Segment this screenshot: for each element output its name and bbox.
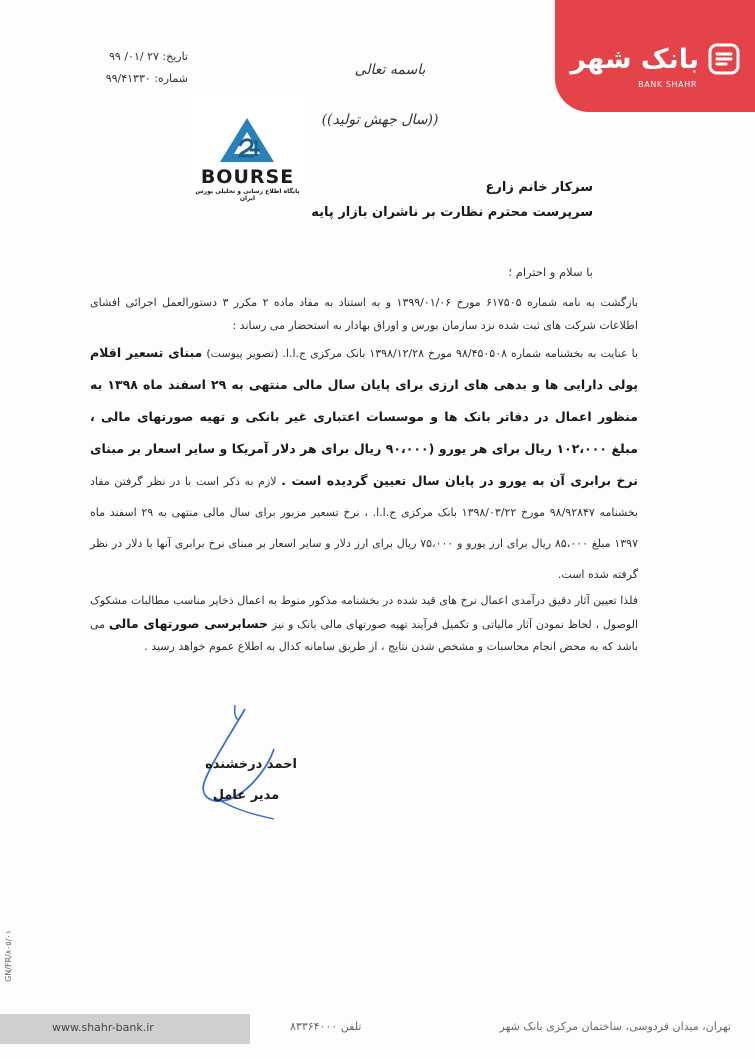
signer-name: احمد درخشنده xyxy=(205,757,297,772)
paragraph-3 xyxy=(90,590,638,659)
letter-meta xyxy=(88,46,188,90)
bourse-stamp xyxy=(190,96,305,206)
bank-name: بانک شهر xyxy=(570,43,699,75)
greeting: با سلام و احترام ؛ xyxy=(508,265,593,279)
footer-website[interactable]: www.shahr-bank.ir xyxy=(52,1021,154,1034)
footer-address: تهران، میدان فردوسی، ساختمان مرکزی بانک شهر xyxy=(499,1020,731,1033)
paragraph-2-note: لازم به ذکر است با در نظر گرفتن مفاد بخشنامه ۹۸/۹۲۸۴۷ مورخ ۱۳۹۸/۰۳/۲۲ بانک مرکزی ج.ا.ا. ، نرخ تسعیر مزبور برای سال مالی منتهی به ۲۹ اسفند ماه ۱۳۹۷ مبلغ ۸۵،۰۰۰ ریال برای ارز یورو و ۷۵،۰۰۰ ریال برای ارز دلار و سایر اسعار بر مبنای نرخ برابری آنها با دلار در نظر گرفته شده است. xyxy=(90,475,638,581)
letter-body xyxy=(90,292,638,659)
paragraph-3-text: فلذا تعیین آثار دقیق درآمدی اعمال نرخ های قید شده در بخشنامه مذکور منوط به اعمال ذخایر مناسب مطالبات مشکوک الوصول ، لحاظ نمودن آثار مالیاتی و تکمیل فرآیند تهیه صورتهای مالی بانک و نیز xyxy=(90,594,639,631)
bank-name-latin: BANK SHAHR xyxy=(638,80,697,89)
paragraph-3-end: می باشد که به محض انجام محاسبات و مشخص شدن نتایج ، از طریق سامانه کدال به اطلاع عموم خواهد رسید . xyxy=(90,617,638,653)
bank-shahr-logo-icon xyxy=(707,42,741,76)
recipient-title: سرپرست محترم نظارت بر ناشران بازار پایه xyxy=(311,205,593,220)
signer-title: مدیر عامل xyxy=(212,788,280,803)
bourse-subtitle: پایگاه اطلاع رسانی و تحلیلی بورس ایران xyxy=(195,188,300,202)
letter-date: تاریخ: ۲۷ /۰۱/ ۹۹ xyxy=(109,50,188,63)
bank-logo-block xyxy=(555,0,755,112)
paragraph-3-bold: حسابرسی صورتهای مالی xyxy=(108,615,269,631)
paragraph-2 xyxy=(90,337,638,590)
letter-number: شماره: ۹۹/۴۱۳۳۰ xyxy=(105,72,188,85)
year-slogan: ((سال جهش تولید)) xyxy=(321,112,439,128)
paragraph-1-text: بازگشت به نامه شماره ۶۱۷۵۰۵ مورخ ۱۳۹۹/۰۱/۰۶ و به استناد به مفاد ماده ۲ مکرر ۳ دستورالعمل اجرائی افشای اطلاعات شرکت های ثبت شده نزد سازمان بورس و اوراق بهادار به استحضار می رساند : xyxy=(90,296,639,332)
bourse-logo-icon xyxy=(216,112,278,168)
bourse-word: BOURSE xyxy=(200,166,295,188)
paragraph-2-intro: با عنایت به بخشنامه شماره ۹۸/۴۵۰۵۰۸ مورخ ۱۳۹۸/۱۲/۲۸ بانک مرکزی ج.ا.ا. (تصویر پیوست) xyxy=(206,347,638,360)
paragraph-1 xyxy=(90,292,638,337)
footer-phone: تلفن ۸۳۳۶۴۰۰۰ xyxy=(290,1020,362,1033)
bismillah: باسمه تعالی xyxy=(354,62,426,78)
bank-logo xyxy=(570,42,741,76)
recipient-block xyxy=(311,180,593,230)
paragraph-2-bold: مبنای تسعیر اقلام پولی دارایی ها و بدهی های ارزی برای پایان سال مالی منتهی به ۲۹ اسفند ماه ۱۳۹۸ به منظور اعمال در دفاتر بانک ها و موسسات اعتباری غیر بانکی و تهیه صورتهای مالی ، مبلغ ۱۰۲،۰۰۰ ریال برای هر یورو (۹۰،۰۰۰ ریال برای هر دلار آمریکا و سایر اسعار بر مبنای نرخ برابری آن به یورو در پایان سال تعیین گردیده است . xyxy=(90,345,638,488)
recipient-name: سرکار خانم زارع xyxy=(485,180,593,195)
form-code: GN/FR/۸۰۵/۰۱ xyxy=(4,930,13,982)
